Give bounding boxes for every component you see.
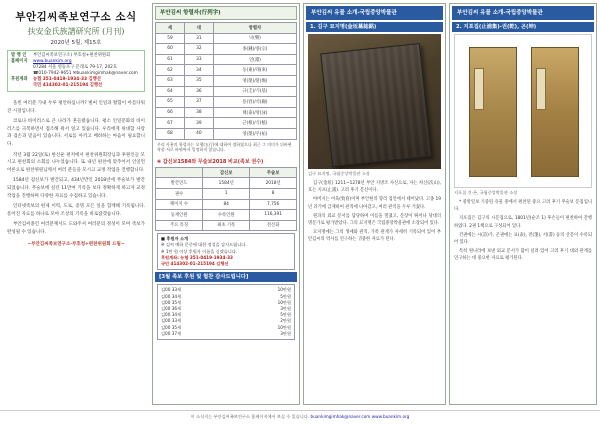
paragraph: 아버지는 어육(致育)이며 부안현의 향리 집안에서 태어났다. 고종 19년 과거에 급제하여 관직에 나아갔고, 여러 관직을 두루 거쳤다. <box>308 197 441 210</box>
newsletter-title: 부안김씨족보연구소 소식 <box>15 11 137 23</box>
issue-date: 2020년 5월, 제15호 <box>50 40 102 46</box>
paragraph: 부안김씨종인 여러분께서도 도와주셔 여러분의 정성이 모여 족보가 완성될 수 있습니다. <box>7 222 145 235</box>
column-header <box>156 167 203 178</box>
closing-signature: ~부안김씨족보연구소·부호청+편찬위원회 드림~ <box>27 241 125 247</box>
table-cell: 36 <box>184 86 213 97</box>
table-cell: 40 <box>184 128 213 139</box>
donor-amount: 3만원 <box>280 330 291 336</box>
column-header: 대 <box>184 23 213 34</box>
artifact-article <box>454 199 592 263</box>
table-cell: 영(榮)/환(煥) <box>213 75 296 86</box>
footer <box>0 410 600 423</box>
table-cell: 38 <box>184 107 213 118</box>
table-cell: 33 <box>184 54 213 65</box>
masthead-column <box>3 3 149 405</box>
table-cell: 84 <box>203 199 250 210</box>
table-cell: 7,756 <box>250 199 297 210</box>
table-cell: 67 <box>156 118 185 129</box>
table-cell: 39 <box>184 118 213 129</box>
table-cell: 66 <box>156 107 185 118</box>
table-cell: 61 <box>156 54 185 65</box>
donation-line: ※ 1만 원 이상 후원자 이름을 싣겠습니다. <box>161 248 238 254</box>
donor-name: 김00 33세 <box>161 287 182 293</box>
generation-column <box>152 3 300 405</box>
paragraph: 묘지명에는 그의 생애와 관직, 가족 관계가 자세히 기록되어 있어 부안김씨의 역사를 연구하는 귀중한 자료가 된다. <box>308 230 441 243</box>
table-row <box>156 75 297 86</box>
donor-amount: 10만원 <box>277 287 291 293</box>
donor-name: 김00 33세 <box>161 318 182 324</box>
generation-table <box>155 22 297 140</box>
table-cell: 최초 기록 <box>203 220 250 231</box>
artifact-subheader: 1. 김구 묘지명(金坵墓誌銘) <box>306 22 443 32</box>
paragraph: 원과의 외교 문서를 담당하며 이름을 떨쳤고, 문장이 뛰어나 당대의 명문가로 평가받았다. 그의 묘지명은 국립중앙박물관에 소장되어 있다. <box>308 213 441 227</box>
table-cell: 1 <box>203 188 250 199</box>
table-cell: 종(鍾)/종(宗) <box>213 44 296 55</box>
epitaph-stone <box>320 43 431 167</box>
info-row: 후원계좌 농협 351-0419-1934-33 김행선 <box>11 77 101 82</box>
table-cell: 페이지 수 <box>156 199 203 210</box>
column-header: 무술보 <box>250 167 297 178</box>
paragraph: 인터넷족보의 편제 이력, 도로, 증명 모든 일을 함께해 기록됩니다. 흩어진 자료를 하나로 모아 조상의 기록을 바로잡겠습니다. <box>7 204 145 217</box>
photo-caption: 김구 묘지명, 국립중앙박물관 소장 <box>308 171 370 176</box>
donor-amount: 2만원 <box>280 318 291 324</box>
paragraph: 지포집은 김구의 시문집으로, 1801년(순조 1) 후손들이 편찬하여 간행하였다. 2권 1책으로 구성되어 있다. <box>454 216 592 229</box>
donor-amount: 3만원 <box>280 305 291 311</box>
artifact-article <box>308 180 441 244</box>
paragraph: 작년 3월 22일(토) 한신운 편저에서 편찬위원회장님과 후원인들 모시고 편찬회의 소회를 나누었습니다. 또 내년 편찬에 맞추어서 인일면 어론으로 편찬위원님께서 여러 분들을 모시고 교정 작업을 진행합니다. <box>7 152 145 173</box>
generation-note: 우리 사용의 항렬자는 오행(五行)에 대하여 정하였으나 최근 그 의미가 뒤바뀐 작품 서로 바꿔써서 일정하지 않습니다. <box>157 141 292 153</box>
table-cell: 1584년 <box>203 178 250 189</box>
donor-name: 김00 34세 <box>161 312 182 318</box>
table-cell: 32 <box>184 44 213 55</box>
donation-title: ■ 후원자 소개 <box>161 236 189 242</box>
donation-line: 후원계좌: 농협 351-0419-1934-33 <box>161 254 233 260</box>
table-cell: 전산화 <box>250 220 297 231</box>
table-row <box>156 188 297 199</box>
table-cell: 60 <box>156 44 185 55</box>
greeting-article <box>7 100 145 237</box>
table-cell: 65 <box>156 97 185 108</box>
donation-line: 국민 414302-01-215194 김행선 <box>161 261 229 267</box>
footer-email[interactable]: buankimgimhak@naver.com <box>310 414 371 419</box>
donor-amount: 5만원 <box>280 312 291 318</box>
donor-name: 김00 37세 <box>161 330 182 336</box>
table-cell: 등재인원 <box>156 210 203 221</box>
table-cell: 8 <box>250 188 297 199</box>
table-cell: 근(根)/식(植) <box>213 118 296 129</box>
footer-url[interactable]: www.buankim.org <box>371 414 410 419</box>
table-cell: 영(榮)/우(祐) <box>213 128 296 139</box>
table-cell: 68 <box>156 128 185 139</box>
homepage-link[interactable]: www.buankim.org <box>33 59 72 64</box>
donation-box <box>157 233 295 270</box>
paragraph: 1584년 갑신보가 발간되고, 434년만인 2018년에 무술보가 발간되었습니다. 무술보에 실린 11만여 기록을 보다 정확하게 하고자 교정작업을 진행하며 다양한 자료를 수집하고 있습니다. <box>7 178 145 199</box>
donor-amount: 10만원 <box>277 324 291 330</box>
table-row <box>156 86 297 97</box>
table-row <box>156 128 297 139</box>
section-header: 부안김씨 유물 소개-국립중앙박물관 <box>452 6 594 20</box>
table-cell: 116,391 <box>250 210 297 221</box>
compare-table <box>155 167 297 232</box>
donor-list <box>157 284 295 340</box>
info-row: 07284 서울 영등포구 문래로 79-17, 202호 <box>33 65 118 70</box>
info-row: 국민 414302-01-215194 김행선 <box>33 83 103 88</box>
table-cell: 발간연도 <box>156 178 203 189</box>
generation-table-wrap <box>155 22 297 140</box>
table-row <box>156 178 297 189</box>
table-row <box>156 220 297 231</box>
table-cell: 37 <box>184 97 213 108</box>
table-cell: 수록인원 <box>203 210 250 221</box>
photo-caption: 지포집 건·곤, 국립중앙박물관 소장 <box>454 190 518 195</box>
table-cell: 34 <box>184 65 213 76</box>
table-row <box>156 44 297 55</box>
compare-title: ❀ 갑신보1584와 무술보2018 비교(족보 권수) <box>157 158 264 165</box>
table-cell: 31 <box>184 33 213 44</box>
artifact-subheader: 2. 지포집(止浦集)-권(乾), 곤(坤) <box>452 22 594 32</box>
paragraph: 특히 원나라에 보낸 외교 문서가 많이 실려 있어 고려 후기 대외 관계를 연구하는 데 중요한 자료로 평가된다. <box>454 249 592 262</box>
info-row: 발 행 인 부안김씨족보연구소) 부호청+편찬위원회 <box>11 53 111 58</box>
table-row <box>156 107 297 118</box>
jipojip-photo <box>454 34 592 188</box>
table-row <box>156 199 297 210</box>
info-row[interactable]: 홈페이지 www.buankim.org <box>11 59 141 65</box>
donation-line: ※ 김씨 예하 문중에 대한 정성을 감사드립니다. <box>161 242 247 248</box>
compare-table-wrap <box>155 167 297 232</box>
paragraph: 건권에는 시(詩)가, 곤권에는 표(表), 전(箋), 서(書) 등의 산문이 수록되어 있다. <box>454 232 592 246</box>
paragraph: 올빈 여러분 가내 두루 평안하십니까? 벌써 인일과 활함이 아름다워진 시절입니다. <box>7 101 145 114</box>
table-cell: 연(淵) <box>213 54 296 65</box>
table-cell: 낙(樂) <box>213 33 296 44</box>
table-cell: 64 <box>156 86 185 97</box>
table-cell: 태(泰)/영(泳) <box>213 107 296 118</box>
table-cell: 주요 특징 <box>156 220 203 231</box>
paragraph: 김구(金坵) 1211~1278년 부안 지방조 자신으로, 자는 차산(次山), 호는 지포(止浦). 고려 후기 문신이다. <box>308 181 441 194</box>
section-header: 부안김씨 유물 소개-국립중앙박물관 <box>306 6 443 20</box>
table-cell: 동(東)/래(來) <box>213 65 296 76</box>
donor-name: 김00 35세 <box>161 299 182 305</box>
table-row <box>156 97 297 108</box>
table-row <box>156 33 297 44</box>
paragraph: * 중앙일보 기증된 유물 중에서 편찬된 중요 고려 후기 무술보 문집입니다. <box>454 200 592 213</box>
newsletter-subtitle: 扶安金氏族譜研究所 (月刊) <box>27 27 125 36</box>
table-row <box>156 210 297 221</box>
table-row <box>156 65 297 76</box>
section-header: 부안김씨 항렬자(行列字) <box>155 6 297 20</box>
table-cell: 62 <box>156 65 185 76</box>
column-header: 세 <box>156 23 185 34</box>
list-item <box>161 331 291 337</box>
epitaph-photo <box>308 34 441 169</box>
table-cell: 59 <box>156 33 185 44</box>
paragraph: 코로나 바이러스로 큰 나라가 흔들렸습니다. 평소 인일문화의 바이러스를 극복하면서 접조해 줘서 얼고 있습니다. 우리에게 위대함 사랑과 겸손과 믿음이 있습니다. 서로를 아끼고 배려하는 마음이 필요합니다. <box>7 119 145 147</box>
table-row <box>156 54 297 65</box>
table-cell: 용(容)/석(錫) <box>213 97 296 108</box>
donor-name: 김00 36세 <box>161 305 182 311</box>
donors-header: [3월 족보 후원 및 협찬 감사드립니다] <box>155 272 297 282</box>
table-cell: 35 <box>184 75 213 86</box>
column-header: 갑신보 <box>203 167 250 178</box>
footer-text: 이 소식지는 부안김씨족보연구소 홈페이지에서 보실 수 있습니다. <box>190 414 310 419</box>
table-cell: 63 <box>156 75 185 86</box>
table-cell: 권수 <box>156 188 203 199</box>
table-cell: 규(圭)/기(基) <box>213 86 296 97</box>
table-row <box>156 118 297 129</box>
donor-amount: 10만원 <box>277 299 291 305</box>
artifact1-column <box>303 3 446 405</box>
donor-name: 김00 35세 <box>161 324 182 330</box>
artifact2-column <box>449 3 597 405</box>
column-header: 항렬자 <box>213 23 296 34</box>
donor-amount: 5만원 <box>280 293 291 299</box>
publisher-info-box <box>7 50 145 92</box>
info-row: ☎010-7942-9651 ✉buankimgimhak@naver.com <box>33 71 138 76</box>
donor-name: 김00 34세 <box>161 293 182 299</box>
book-volume-gon <box>531 47 579 177</box>
book-volume-geon <box>469 47 517 177</box>
table-cell: 2018년 <box>250 178 297 189</box>
